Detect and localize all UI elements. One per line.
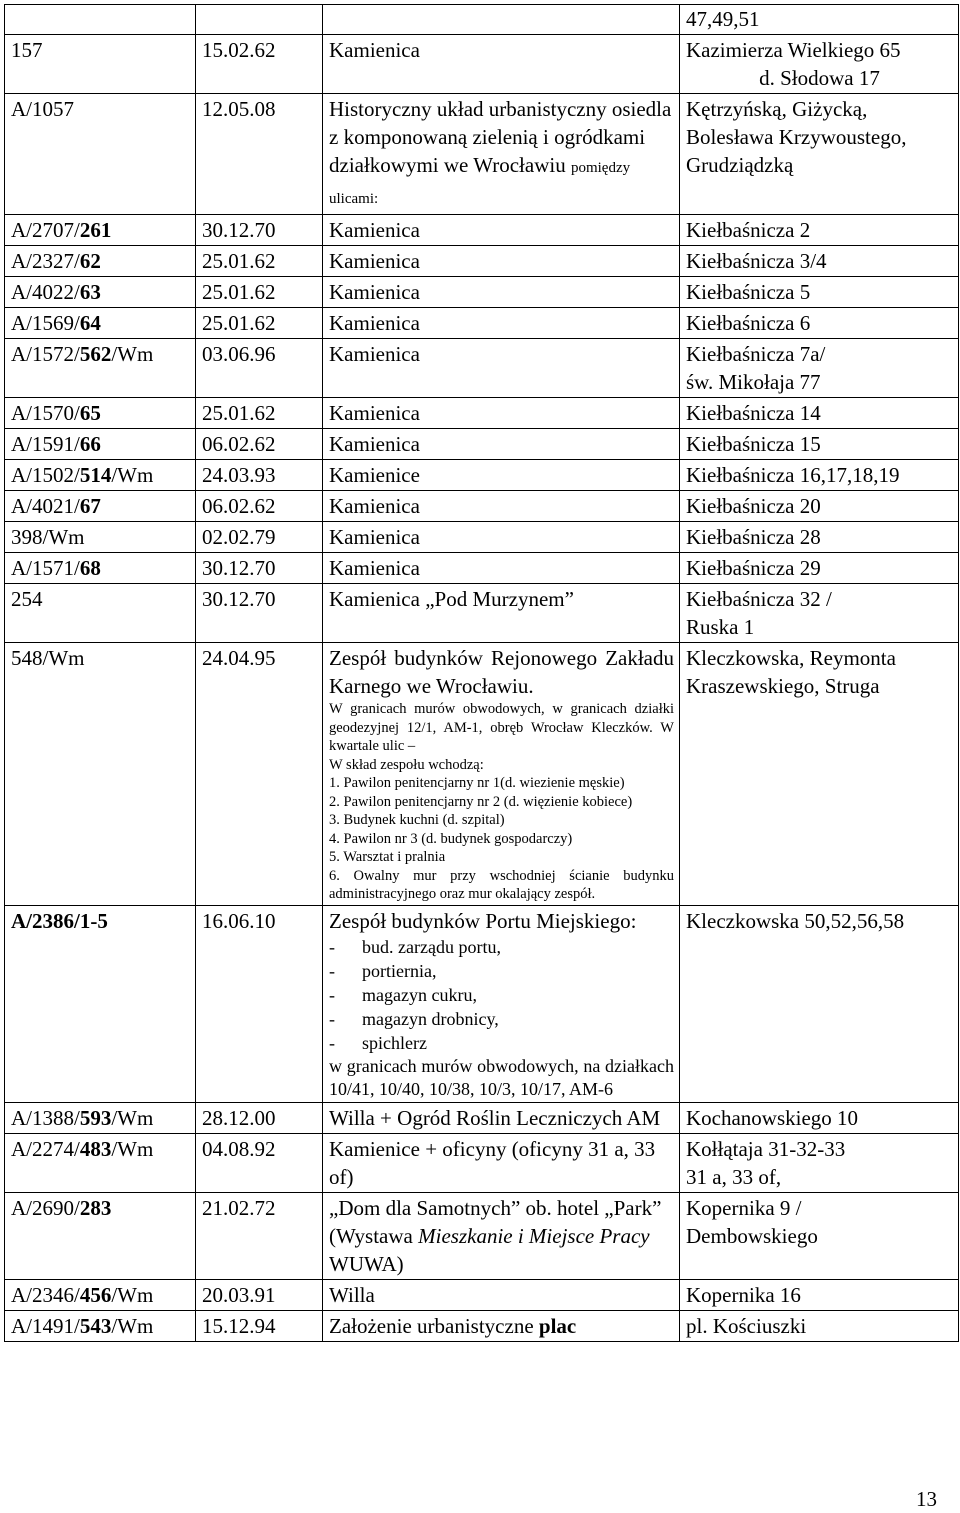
cell-date: 15.12.94	[196, 1310, 323, 1341]
dash-bullet: -	[329, 936, 335, 957]
table-row	[5, 1102, 959, 1133]
id-suffix: /Wm	[111, 342, 154, 366]
cell-date: 06.02.62	[196, 429, 323, 460]
cell-date: 16.06.10	[196, 905, 323, 1102]
address-line: Kleczkowska, Reymonta	[686, 646, 896, 670]
cell-date: 02.02.79	[196, 522, 323, 553]
id-suffix: /Wm	[111, 1282, 154, 1307]
table-row	[5, 398, 959, 429]
note-line: 2. Pawilon penitencjarny nr 2 (d. więzienie kobiece)	[329, 793, 633, 810]
table-row	[5, 460, 959, 491]
list-item-text: bud. zarządu portu,	[362, 936, 501, 957]
cell-date: 28.12.00	[196, 1102, 323, 1133]
cell-id: 398/Wm	[5, 522, 196, 553]
cell-address: pl. Kościuszki	[680, 1310, 959, 1341]
cell-address: Kiełbaśnicza 2	[680, 215, 959, 246]
note-line: 1. Pawilon penitencjarny nr 1(d. wiezienie męskie)	[329, 775, 625, 791]
list-item-text: magazyn cukru,	[362, 984, 477, 1005]
object-italic-text: Mieszkanie i Miejsce Pracy	[418, 1223, 650, 1248]
id-prefix: A/1502/	[11, 463, 80, 487]
address-line: 31 a, 33 of,	[686, 1164, 782, 1189]
cell-address: Kiełbaśnicza 16,17,18,19	[680, 460, 959, 491]
table-row	[5, 584, 959, 643]
object-exhibition	[329, 1222, 674, 1278]
address-line: św. Mikołaja 77	[686, 370, 821, 394]
id-prefix: A/1570/	[11, 401, 80, 425]
id-prefix: A/1572/	[11, 342, 80, 366]
table-row	[5, 1192, 959, 1279]
object-bold-text: plac	[538, 1313, 577, 1338]
table-row	[5, 643, 959, 906]
cell-address: Kiełbaśnicza 20	[680, 491, 959, 522]
cell-object	[323, 94, 680, 215]
cell-id	[5, 429, 196, 460]
cell-date: 25.01.62	[196, 277, 323, 308]
cell-date	[196, 5, 323, 35]
cell-object: Kamienica	[323, 522, 680, 553]
cell-date: 21.02.72	[196, 1192, 323, 1279]
address-line: Kiełbaśnicza 32 /	[686, 587, 832, 611]
object-boundary-note: w granicach murów obwodowych, na działkach 10/41, 10/40, 10/38, 10/3, 10/17, AM-6	[329, 1055, 674, 1099]
cell-date: 30.12.70	[196, 584, 323, 643]
cell-date: 24.04.95	[196, 643, 323, 906]
id-number: 62	[79, 249, 101, 273]
id-number: 65	[79, 401, 101, 425]
dash-bullet: -	[329, 960, 335, 981]
cell-id	[5, 1102, 196, 1133]
cell-object	[323, 1192, 680, 1279]
id-number: 63	[79, 280, 101, 304]
object-list	[329, 935, 674, 1055]
table-row	[5, 553, 959, 584]
cell-id: 254	[5, 584, 196, 643]
id-number: 261	[79, 218, 112, 242]
id-prefix: A/2327/	[11, 249, 80, 273]
cell-id	[5, 277, 196, 308]
cell-object: Kamienica	[323, 215, 680, 246]
cell-address: Kiełbaśnicza 3/4	[680, 246, 959, 277]
id-prefix: A/1591/	[11, 432, 80, 456]
note-line: 4. Pawilon nr 3 (d. budynek gospodarczy)	[329, 830, 573, 847]
cell-id: A/1057	[5, 94, 196, 215]
cell-date: 24.03.93	[196, 460, 323, 491]
address-line: d. Słodowa 17	[759, 66, 880, 90]
cell-address	[680, 1192, 959, 1279]
list-item-text: spichlerz	[362, 1032, 427, 1053]
cell-date: 15.02.62	[196, 35, 323, 94]
dash-bullet: -	[329, 1032, 335, 1053]
table-row	[5, 1133, 959, 1192]
id-prefix: A/1569/	[11, 311, 80, 335]
cell-object: Kamienice	[323, 460, 680, 491]
table-row	[5, 94, 959, 215]
cell-id	[5, 308, 196, 339]
id-prefix: A/1491/	[11, 1313, 80, 1338]
cell-object: Kamienica	[323, 246, 680, 277]
object-text: „Dom dla Samotnych” ob. hotel „Park”	[329, 1195, 662, 1220]
cell-address	[680, 1133, 959, 1192]
id-number: 543	[79, 1313, 112, 1338]
cell-date: 25.01.62	[196, 398, 323, 429]
cell-date: 25.01.62	[196, 308, 323, 339]
id-prefix: A/2274/	[11, 1136, 80, 1161]
id-number: 64	[79, 311, 101, 335]
cell-address: Kopernika 16	[680, 1279, 959, 1310]
page-number: 13	[916, 1487, 937, 1511]
cell-object: Kamienica	[323, 339, 680, 398]
cell-date: 25.01.62	[196, 246, 323, 277]
cell-object: Kamienica	[323, 491, 680, 522]
cell-date: 03.06.96	[196, 339, 323, 398]
id-prefix: A/1388/	[11, 1105, 80, 1130]
address-line: Kopernika 9 /	[686, 1195, 802, 1220]
address-line: Kraszewskiego, Struga	[686, 674, 880, 698]
cell-id	[5, 246, 196, 277]
cell-date: 12.05.08	[196, 94, 323, 215]
cell-date: 30.12.70	[196, 553, 323, 584]
id-number: 68	[79, 556, 101, 580]
cell-address	[680, 35, 959, 94]
cell-date: 20.03.91	[196, 1279, 323, 1310]
id-number: 483	[79, 1136, 112, 1161]
cell-date: 04.08.92	[196, 1133, 323, 1192]
cell-address: Kiełbaśnicza 5	[680, 277, 959, 308]
monument-registry-table	[4, 4, 959, 1342]
address-line: Kiełbaśnicza 7a/	[686, 342, 826, 366]
list-item-text: magazyn drobnicy,	[362, 1008, 499, 1029]
id-prefix: A/2690/	[11, 1195, 80, 1220]
list-item	[329, 935, 674, 959]
table-row	[5, 522, 959, 553]
table-row	[5, 5, 959, 35]
cell-id	[5, 339, 196, 398]
cell-address: Kętrzyńską, Giżycką, Bolesława Krzywoustego, Grudziądzką	[680, 94, 959, 215]
cell-id: 157	[5, 35, 196, 94]
cell-id	[5, 553, 196, 584]
note-line: W granicach murów obwodowych, w granicach działki geodezyjnej 12/1, AM-1, obręb Wrocław Kleczków. W kwartale ulic –	[329, 701, 674, 754]
table-row	[5, 905, 959, 1102]
list-item-text: portiernia,	[362, 960, 437, 981]
cell-address: Kiełbaśnicza 28	[680, 522, 959, 553]
table-row	[5, 308, 959, 339]
cell-id	[5, 215, 196, 246]
object-note: pomiędzy ulicami:	[329, 160, 631, 207]
table-row	[5, 429, 959, 460]
cell-object	[323, 643, 680, 906]
list-item	[329, 959, 674, 983]
id-suffix: /Wm	[111, 1313, 154, 1338]
cell-object: Willa + Ogród Roślin Leczniczych AM	[323, 1102, 680, 1133]
id-number: 593	[79, 1105, 112, 1130]
cell-address: Kochanowskiego 10	[680, 1102, 959, 1133]
cell-id	[5, 398, 196, 429]
id-suffix: /Wm	[111, 1136, 154, 1161]
id-suffix: /Wm	[111, 463, 154, 487]
id-number: 514	[79, 463, 112, 487]
address-line: Ruska 1	[686, 615, 755, 639]
cell-address: Kleczkowska 50,52,56,58	[680, 905, 959, 1102]
table-row	[5, 491, 959, 522]
table-row	[5, 339, 959, 398]
cell-object: Kamienica	[323, 308, 680, 339]
cell-address	[680, 339, 959, 398]
cell-id	[5, 1192, 196, 1279]
cell-address: Kiełbaśnicza 15	[680, 429, 959, 460]
cell-id	[5, 1279, 196, 1310]
cell-address	[680, 643, 959, 906]
cell-id	[5, 5, 196, 35]
object-text: (Wystawa	[329, 1223, 419, 1248]
cell-id: 548/Wm	[5, 643, 196, 906]
cell-address: Kiełbaśnicza 29	[680, 553, 959, 584]
object-text: WUWA)	[329, 1251, 404, 1276]
note-line: W skład zespołu wchodzą:	[329, 756, 484, 773]
dash-bullet: -	[329, 984, 335, 1005]
object-notes	[329, 700, 674, 904]
list-item	[329, 1007, 674, 1031]
cell-object: Kamienica	[323, 553, 680, 584]
cell-object: Kamienice + oficyny (oficyny 31 a, 33 of)	[323, 1133, 680, 1192]
list-item	[329, 983, 674, 1007]
table-row	[5, 1279, 959, 1310]
cell-id: A/2386/1-5	[5, 905, 196, 1102]
address-text: 47,49,51	[686, 7, 760, 31]
note-line: 3. Budynek kuchni (d. szpital)	[329, 812, 505, 828]
table-row	[5, 35, 959, 94]
cell-object: Kamienica	[323, 398, 680, 429]
object-text: Założenie urbanistyczne	[329, 1313, 539, 1338]
table-row	[5, 1310, 959, 1341]
table-row	[5, 277, 959, 308]
cell-object: Willa	[323, 1279, 680, 1310]
id-number: 67	[79, 494, 101, 518]
note-line: 5. Warsztat i pralnia	[329, 849, 446, 865]
id-number: 66	[79, 432, 101, 456]
cell-address: Kiełbaśnicza 6	[680, 308, 959, 339]
id-number: 283	[79, 1195, 112, 1220]
cell-object: Kamienica	[323, 429, 680, 460]
id-prefix: A/1571/	[11, 556, 80, 580]
cell-address: Kiełbaśnicza 14	[680, 398, 959, 429]
cell-id	[5, 1310, 196, 1341]
object-title: Zespół budynków Portu Miejskiego:	[329, 908, 637, 933]
id-suffix: /Wm	[111, 1105, 154, 1130]
cell-object: Kamienica	[323, 277, 680, 308]
cell-address	[680, 584, 959, 643]
list-item	[329, 1031, 674, 1055]
id-prefix: A/2707/	[11, 218, 80, 242]
note-line: 6. Owalny mur przy wschodniej ścianie budynku administracyjnego oraz mur okalający zespół.	[329, 867, 674, 902]
cell-id	[5, 1133, 196, 1192]
dash-bullet: -	[329, 1008, 335, 1029]
cell-object	[323, 905, 680, 1102]
id-number: 562	[79, 342, 112, 366]
cell-object: Kamienica „Pod Murzynem”	[323, 584, 680, 643]
cell-address	[680, 5, 959, 35]
cell-object	[323, 5, 680, 35]
cell-object	[323, 1310, 680, 1341]
address-line: Dembowskiego	[686, 1223, 818, 1248]
object-text: Historyczny układ urbanistyczny osiedla z komponowaną zielenią i ogródkami działkowymi we Wrocławiu	[329, 97, 672, 177]
id-prefix: A/4022/	[11, 280, 80, 304]
address-line: Kazimierza Wielkiego 65	[686, 38, 901, 62]
id-number: 456	[79, 1282, 112, 1307]
cell-date: 06.02.62	[196, 491, 323, 522]
table-row	[5, 215, 959, 246]
object-title: Zespół budynków Rejonowego Zakładu Karnego we Wrocławiu.	[329, 646, 674, 698]
address-line: Kołłątaja 31-32-33	[686, 1136, 846, 1161]
table-row	[5, 246, 959, 277]
cell-id	[5, 460, 196, 491]
cell-date: 30.12.70	[196, 215, 323, 246]
id-prefix: A/4021/	[11, 494, 80, 518]
cell-object: Kamienica	[323, 35, 680, 94]
id-prefix: A/2346/	[11, 1282, 80, 1307]
cell-id	[5, 491, 196, 522]
